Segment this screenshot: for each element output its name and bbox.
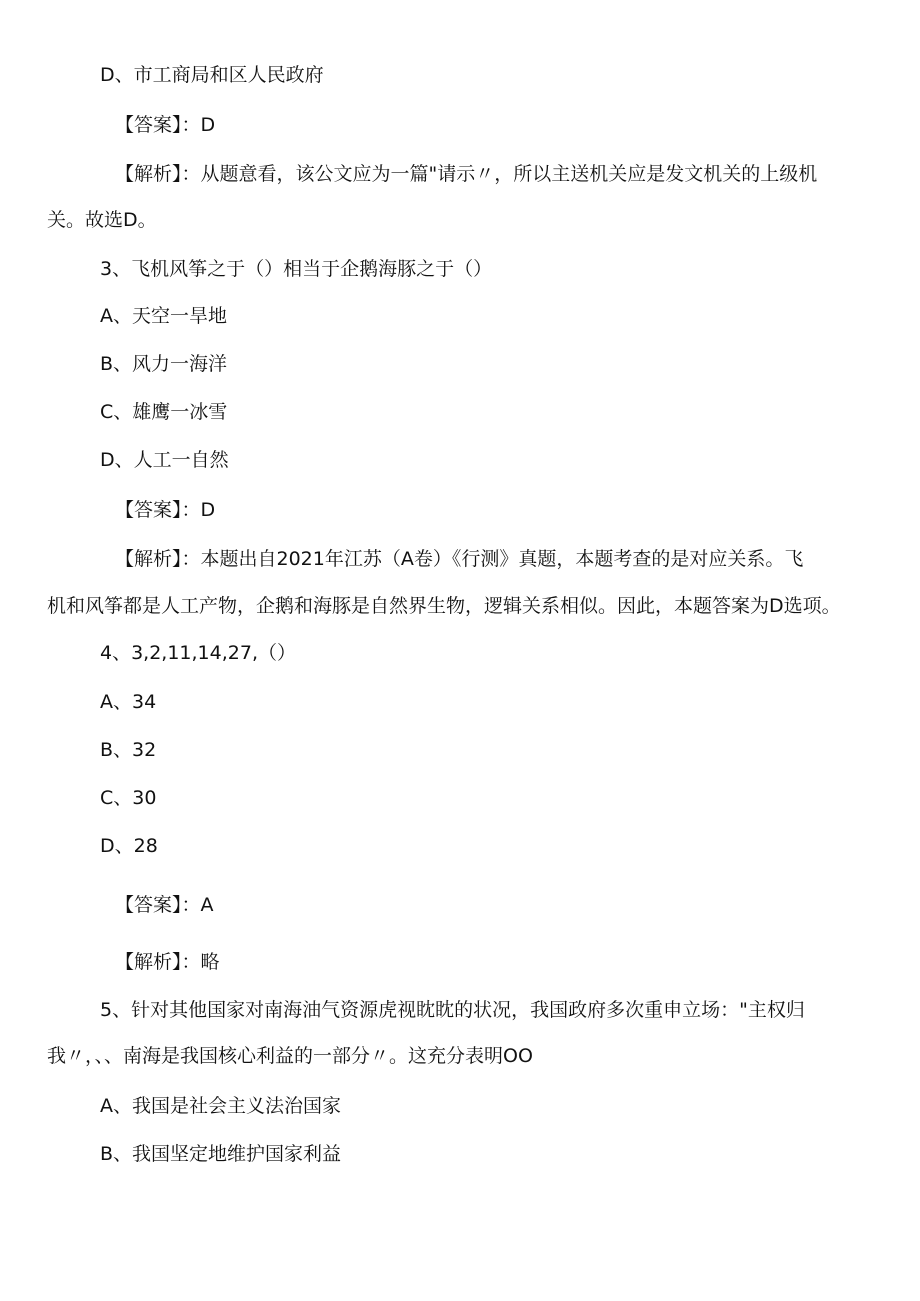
q4-option-b: B、32 <box>100 739 157 761</box>
q2-option-d: D、市工商局和区人民政府 <box>100 64 324 86</box>
q5-question-line-1: 5、针对其他国家对南海油气资源虎视眈眈的状况，我国政府多次重申立场："主权归 <box>100 999 805 1021</box>
q4-answer: 【答案】：A <box>115 894 214 916</box>
q5-option-b: B、我国坚定地维护国家利益 <box>100 1143 342 1165</box>
q4-question: 4、3,2,11,14,27,（） <box>100 642 296 664</box>
q5-option-a: A、我国是社会主义法治国家 <box>100 1095 341 1117</box>
q5-question-line-2: 我〃，、、南海是我国核心利益的一部分〃。这充分表明OO <box>47 1045 533 1067</box>
q3-question: 3、飞机风筝之于（）相当于企鹅海豚之于（） <box>100 258 493 280</box>
q3-explanation-line-2: 机和风筝都是人工产物，企鹅和海豚是自然界生物，逻辑关系相似。因此，本题答案为D选项。 <box>47 595 841 617</box>
q3-answer: 【答案】：D <box>115 499 216 521</box>
q2-explanation-line-1: 【解析】：从题意看，该公文应为一篇"请示〃，所以主送机关应是发文机关的上级机 <box>115 163 818 185</box>
q3-option-d: D、人工一自然 <box>100 449 229 471</box>
q2-explanation-line-2: 关。故选D。 <box>47 209 157 231</box>
q2-answer: 【答案】：D <box>115 114 216 136</box>
q4-option-d: D、28 <box>100 835 158 857</box>
q4-explanation: 【解析】：略 <box>115 951 220 973</box>
q3-explanation-line-1: 【解析】：本题出自2021年江苏（A卷）《行测》真题，本题考查的是对应关系。飞 <box>115 548 804 570</box>
q4-option-c: C、30 <box>100 787 157 809</box>
q3-option-b: B、风力一海洋 <box>100 353 228 375</box>
q3-option-c: C、雄鹰一冰雪 <box>100 401 228 423</box>
q4-option-a: A、34 <box>100 691 157 713</box>
q3-option-a: A、天空一旱地 <box>100 305 227 327</box>
